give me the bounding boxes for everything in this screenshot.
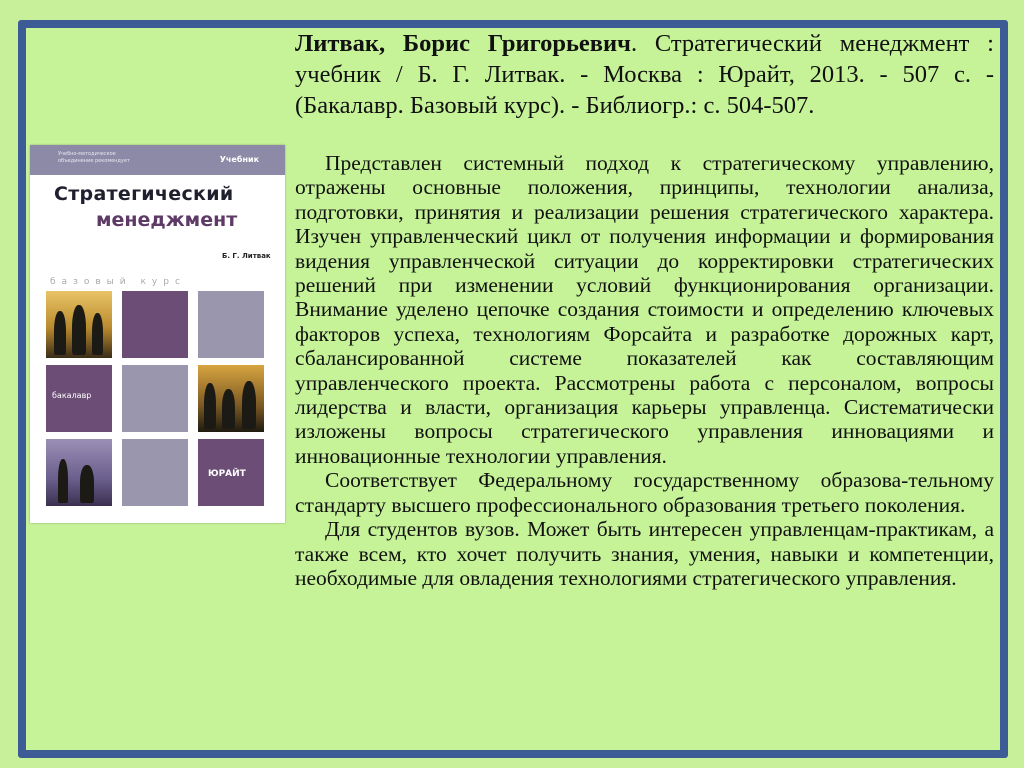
publisher-logo: ЮРАЙТ [208,469,246,479]
cover-title-line1: Стратегический [54,183,234,205]
cover-tile-label: бакалавр [52,391,92,400]
annotation [295,151,994,590]
cover-photo-tile [198,365,264,432]
cover-tile [122,291,188,358]
bib-author: Литвак, Борис Григорьевич [295,30,631,57]
cover-tile [122,439,188,506]
cover-author: Б. Г. Литвак [222,252,271,260]
annotation-paragraph: Для студентов вузов. Может быть интересен управленцам-практикам, а также всем, кто хочет получить знания, умения, навыки и компетенции, необходимые для овладения технологиями стратегического управления. [295,517,994,590]
cover-photo-tile [46,439,112,506]
cover-logo-tile [198,439,264,506]
cover-tile [122,365,188,432]
cover-photo-tile [46,291,112,358]
book-cover-image [30,145,285,523]
cover-top-small-text: Учебно-методическое объединение рекомендует [58,151,130,164]
cover-tile [198,291,264,358]
cover-label-tile [46,365,112,432]
bibliographic-record [295,28,994,121]
cover-title-line2: менеджмент [96,209,238,231]
annotation-paragraph: Соответствует Федеральному государственному образова-тельному стандарту высшего профессионального образования третьего поколения. [295,468,994,517]
bib-details: . Стратегический менеджмент : учебник / Б. Г. Литвак. - Москва : Юрайт, 2013. - 507 с. - (Бакалавр. Базовый курс). - Библиогр.: с. 504-507. [295,30,994,119]
cover-series: базовый курс [50,277,186,287]
cover-tag: Учебник [219,155,259,164]
text-column [295,28,994,590]
cover-top-bar [30,145,285,175]
annotation-paragraph: Представлен системный подход к стратегическому управлению, отражены основные положения, принципы, технологии анализа, подготовки, принятия и реализации решения стратегического характера. Изучен управленческий цикл от получения информации и формирования видения управленческой ситуации до корректировки стратегических решений при изменении условий функционирования организации. Внимание уделено цепочке создания стоимости и определению ключевых факторов успеха, технологиям Форсайта и разработке дорожных карт, сбалансированной системе показателей как составляющим управленческого проекта. Рассмотрены работа с персоналом, вопросы лидерства и власти, организация карьеры управленца. Систематически изложены вопросы стратегического управления инновациями и инновационные технологии управления. [295,151,994,468]
